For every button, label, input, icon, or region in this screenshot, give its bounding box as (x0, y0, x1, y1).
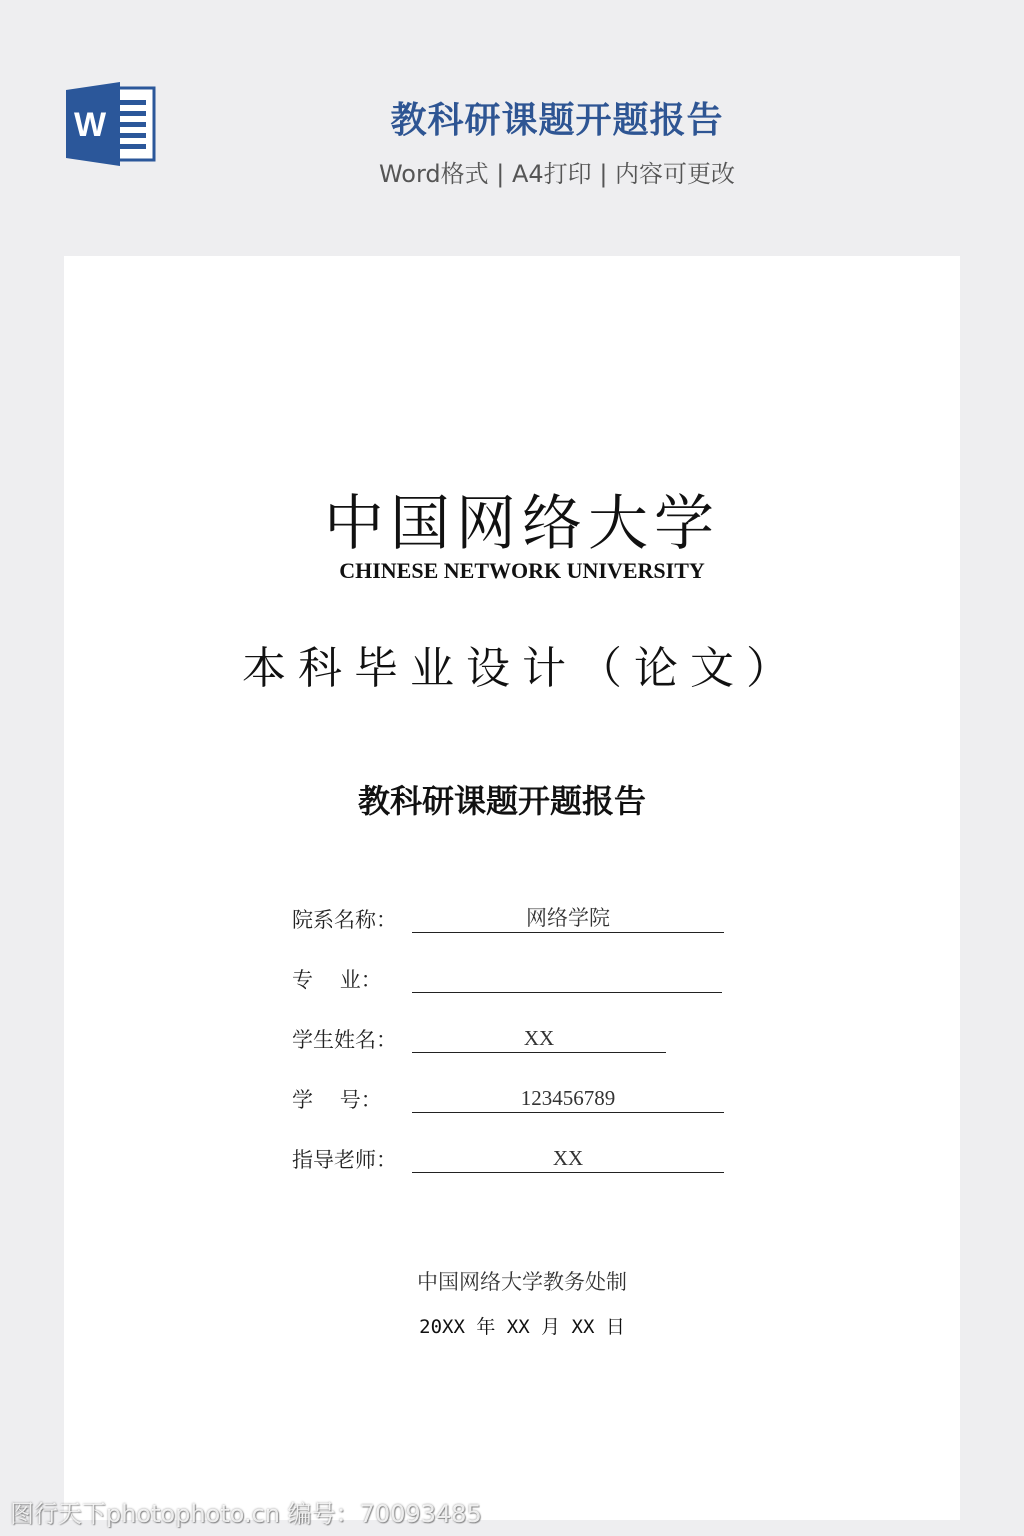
banner-subtitle: Word格式 | A4打印 | 内容可更改 (378, 160, 736, 188)
word-logo-letter: W (73, 106, 107, 144)
word-logo-icon (64, 80, 156, 166)
banner-title: 教科研课题开题报告 (390, 100, 724, 141)
field-value: XX (412, 1024, 666, 1053)
watermark-text: 图行天下photophoto.cn 编号：70093485 (10, 1500, 482, 1528)
report-title: 教科研课题开题报告 (357, 782, 646, 820)
field-label: 学生姓名： (292, 1028, 397, 1052)
field-label: 院系名称： (292, 908, 397, 932)
issuer-text: 中国网络大学教务处制 (417, 1270, 627, 1294)
field-value (412, 964, 722, 993)
field-label: 指导老师： (292, 1148, 397, 1172)
field-value: XX (412, 1144, 724, 1173)
degree-title: 本科毕业设计（论文） (242, 643, 802, 694)
field-label: 学 号： (292, 1088, 382, 1112)
university-name-cn: 中国网络大学 (324, 489, 720, 559)
document-page (64, 256, 960, 1520)
field-label: 专 业： (292, 968, 382, 992)
field-value: 123456789 (412, 1084, 724, 1113)
field-value: 网络学院 (412, 904, 724, 933)
date-text: 20XX 年 XX 月 XX 日 (419, 1316, 625, 1338)
university-name-en: CHINESE NETWORK UNIVERSITY (339, 558, 705, 583)
